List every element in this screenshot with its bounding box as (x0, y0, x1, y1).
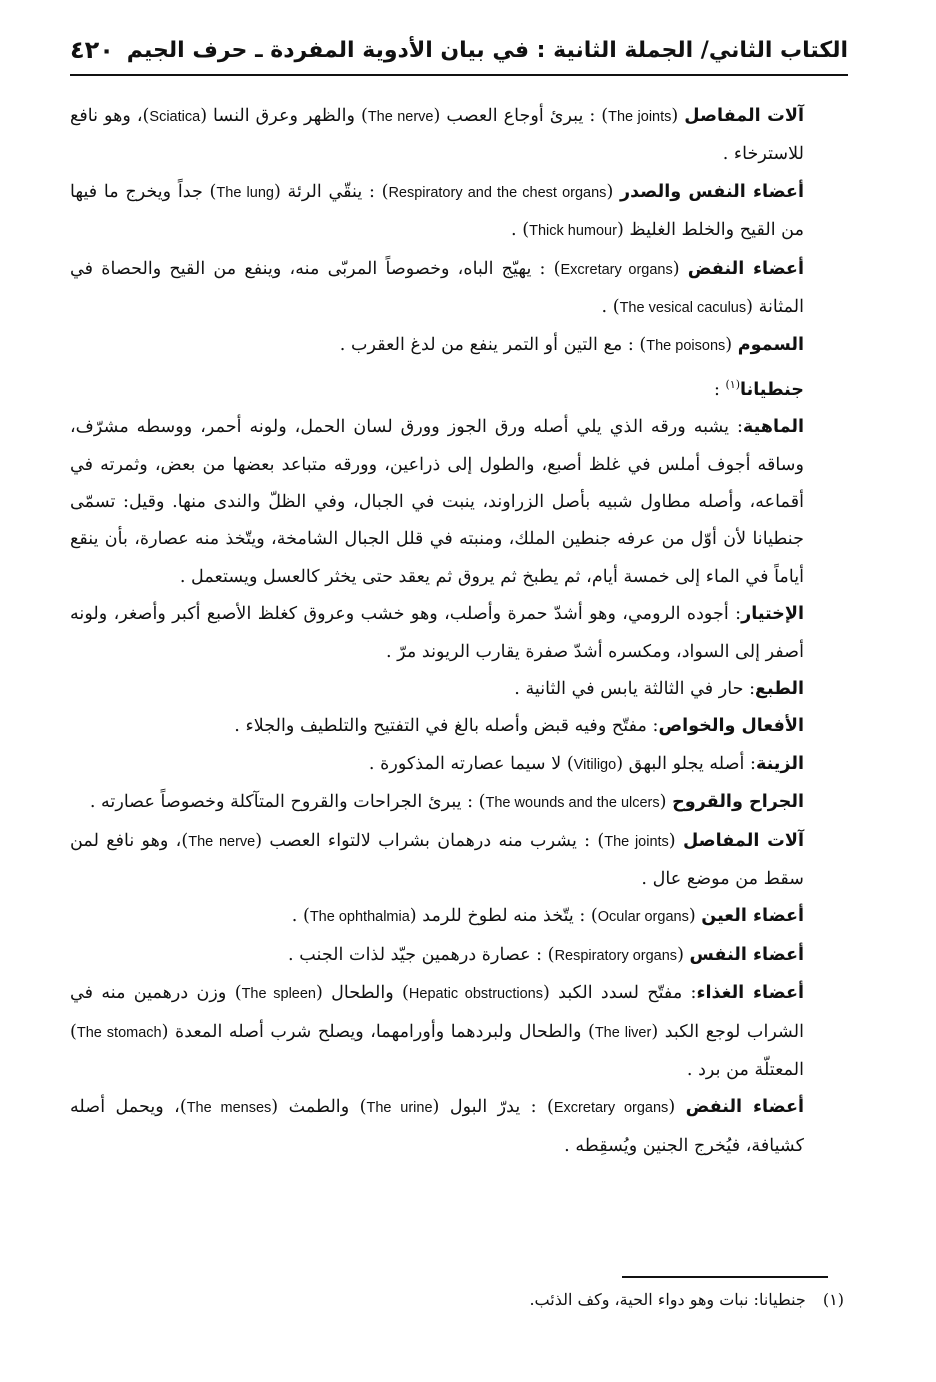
english-gloss: The wounds and the ulcers (485, 795, 660, 812)
entry-term: أعضاء النفس والصدر (620, 181, 804, 202)
header-title: الكتاب الثاني/ الجملة الثانية : في بيان الأدوية المفردة ـ حرف الجيم (126, 38, 848, 63)
english-gloss: The urine (366, 1100, 433, 1117)
footnote-text: جنطيانا: نبات وهو دواء الحية، وكف الذئب. (529, 1290, 806, 1309)
entry-text: )، وهو نافع للاسترخاء . (70, 106, 804, 165)
entry-paragraph (70, 937, 844, 975)
entry-term: آلات المفاصل (682, 830, 804, 851)
entry-term: جنطيانا (739, 379, 804, 400)
entry-text: ) : يدرّ البول ( (432, 1097, 554, 1118)
entry-paragraph (70, 975, 844, 1089)
entry-text: ) وزن درهمين منه في الشراب لوجع الكبد ( (70, 983, 804, 1042)
entry-text: ) : يبرئ أوجاع العصب ( (433, 106, 609, 126)
entry-term: أعضاء النفض (685, 1097, 804, 1118)
entry-text: ) والطحال ( (315, 983, 409, 1004)
entry-text: )، ويحمل أصله كشيافة، فيُخرج الجنين ويُسقِطه . (70, 1097, 804, 1156)
entry-term: أعضاء الغذاء (696, 983, 804, 1004)
entry-text: ) . (511, 220, 530, 241)
entry-paragraph (70, 327, 844, 365)
entry-text: : أصله يجلو البهق ( (616, 753, 756, 774)
entry-text: ) المعتلّة من برد . (70, 1021, 804, 1081)
footnote-reference: (١) (725, 377, 740, 391)
entry-text: ( (659, 792, 673, 813)
english-gloss: The nerve (367, 109, 434, 125)
entry-term: الإختيار (741, 604, 804, 625)
entry-text: ) والطحال ولبردهما وأورامهما، ويصلح شرب أصله المعدة ( (161, 1021, 595, 1042)
english-gloss: The joints (604, 833, 669, 850)
english-gloss: Respiratory and the chest organs (388, 184, 607, 201)
entry-text: ) : مع التين أو التمر ينفع من لدغ العقرب . (339, 335, 647, 356)
entry-text: ) : عصارة درهمين جيّد لذات الجنب . (288, 944, 555, 965)
entry-text: ) جداً ويخرج ما فيها من القيح والخلط الغليظ ( (70, 181, 804, 241)
entry-paragraph (70, 366, 844, 409)
entry-term: أعضاء النفض (687, 258, 804, 279)
entry-term: الماهية (742, 417, 804, 438)
english-gloss: The joints (608, 109, 672, 125)
entry-text: ) : يبرئ الجراحات والقروح المتآكلة وخصوصاً عصارته . (89, 792, 486, 813)
entry-text: : مفتّح لسدد الكبد ( (542, 983, 697, 1004)
entry-text: ( (668, 1097, 686, 1118)
english-gloss: The spleen (241, 986, 316, 1003)
entry-text: ) لا سيما عصارته المذكورة . (368, 753, 574, 774)
entry-term: الأفعال والخواص (658, 716, 804, 737)
entry-term: الزينة (755, 753, 804, 774)
english-gloss: Hepatic obstructions (408, 986, 543, 1003)
entry-paragraph (70, 174, 844, 251)
english-gloss: The poisons (646, 338, 726, 355)
english-gloss: Excretary organs (560, 261, 673, 278)
footnote-number: (١) (822, 1290, 844, 1309)
english-gloss: Ocular organs (597, 909, 689, 926)
english-gloss: The menses (186, 1100, 272, 1117)
english-gloss: The stomach (76, 1024, 162, 1041)
entry-text: )، وهو نافع لمن سقط من موضع عال . (70, 830, 804, 889)
entry-text: ( (671, 106, 685, 126)
page-number: ٤٢٠ (70, 36, 114, 64)
english-gloss: The nerve (188, 833, 256, 850)
entry-paragraph (70, 746, 844, 784)
entry-text: ) : ينقّي الرئة ( (273, 181, 389, 202)
english-gloss: Excretary organs (553, 1100, 669, 1117)
entry-text: ) : يتّخذ منه لطوخ للرمد ( (409, 906, 598, 927)
main-text (70, 98, 844, 1165)
entry-text: ) والظهر وعرق النسا ( (200, 106, 368, 126)
entry-paragraph (70, 708, 844, 745)
entry-term: أعضاء النفس (689, 944, 804, 965)
entry-text: ) . (291, 906, 310, 927)
entry-text: : مفتّح وفيه قبض وأصله بالغ في التفتيح والتلطيف والجلاء . (234, 716, 659, 737)
entry-text: ) : يشرب منه درهمان بشراب لالتواء العصب ( (255, 830, 605, 851)
entry-text: ) . (601, 297, 620, 318)
entry-text: : أجوده الرومي، وهو أشدّ حمرة وأصلب، وهو خشب وعروق كغلظ الأصبع أكبر وأصغر، ولونه أصفر إلى السواد، ومكسره أشدّ صفرة يقارب الريوند مرّ . (70, 604, 804, 662)
entry-text: : حار في الثالثة يابس في الثانية . (514, 678, 756, 699)
entry-paragraph (70, 251, 844, 328)
entry-paragraph (70, 409, 844, 596)
english-gloss: Vitiligo (573, 756, 617, 773)
entry-paragraph (70, 596, 844, 671)
entry-text: ( (668, 830, 683, 851)
entry-text: : (713, 379, 726, 400)
entry-paragraph (70, 898, 844, 936)
entry-text: ( (688, 906, 702, 927)
english-gloss: The liver (594, 1024, 652, 1041)
english-gloss: Respiratory organs (554, 947, 678, 964)
entry-term: آلات المفاصل (684, 106, 804, 126)
english-gloss: The lung (216, 184, 274, 201)
entry-text: ( (606, 181, 620, 202)
footnote-divider (622, 1276, 828, 1278)
footnote (529, 1290, 844, 1309)
english-gloss: Sciatica (149, 109, 201, 125)
running-header (70, 34, 848, 76)
entry-text: : يشبه ورقه الذي يلي أصله ورق الجوز وورق لسان الحمل، ولونه أحمر، ووسطه مشرّف، وساقه أجوف أملس في غلظ أصبع، والطول إلى ذراعين، وورقه متباعد بعضها من بعض، وثمرته في أقماعه، وأصله مطاول شبيه بأصل الزراوند، ينبت في الجبال، وفي الظلّ والندى منها. وقيل: تسمّى جنطيانا لأن أوّل من عرفه جنطين الملك، ومنبته في قلل الجبال الشامخة، ويتّخذ منه عصارة، بأن ينقع أياماً في الماء إلى خمسة أيام، ثم يطبخ ثم يروق ثم يعقد حتى يخثر كالعسل ويستعمل . (70, 417, 804, 587)
entry-term: أعضاء العين (701, 906, 804, 927)
entry-term: السموم (737, 335, 804, 356)
entry-text: ) والطمث ( (271, 1097, 367, 1118)
entry-term: الجراح والقروح (672, 792, 804, 813)
english-gloss: Thick humour (529, 223, 617, 240)
entry-text: ) : يهيّج الباه، وخصوصاً المربّى منه، وينفع من القيح والحصاة في المثانة ( (70, 258, 804, 318)
entry-text: ( (672, 258, 688, 279)
english-gloss: The ophthalmia (309, 909, 410, 926)
entry-text: ( (725, 335, 738, 356)
english-gloss: The vesical caculus (619, 300, 747, 317)
entry-paragraph (70, 823, 844, 899)
entry-paragraph (70, 784, 844, 822)
entry-paragraph (70, 98, 844, 174)
entry-paragraph (70, 1089, 844, 1165)
entry-paragraph (70, 671, 844, 708)
entry-term: الطبع (755, 678, 804, 699)
entry-text: ( (677, 944, 690, 965)
